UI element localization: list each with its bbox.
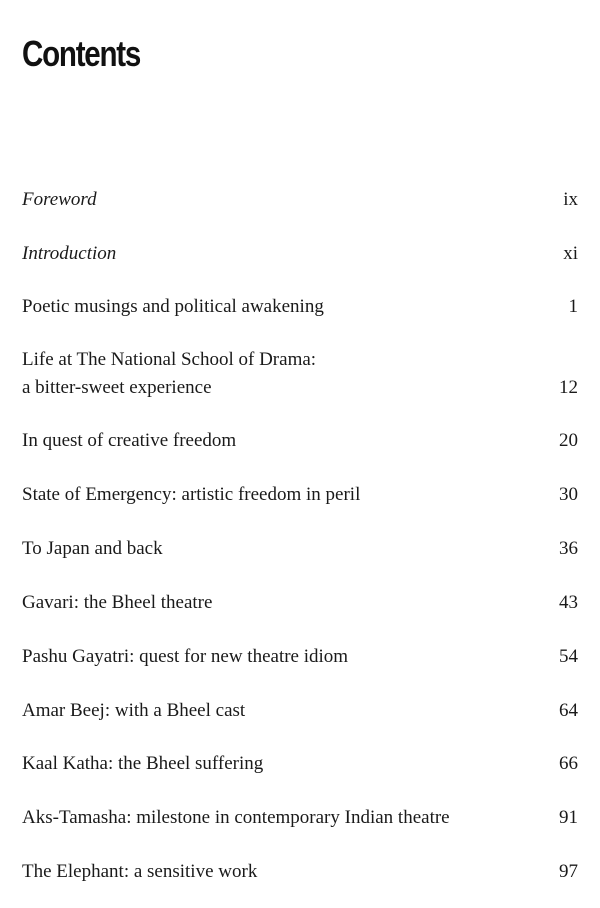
toc-entry-title-line-2: a bitter-sweet experience bbox=[22, 377, 212, 398]
toc-entry-page: 36 bbox=[559, 538, 578, 559]
toc-entry-title-line-1: Life at The National School of Drama: bbox=[22, 349, 317, 370]
toc-entry-page: 91 bbox=[559, 807, 578, 828]
toc-entry-page: 66 bbox=[559, 753, 578, 774]
toc-entry-page: 43 bbox=[559, 592, 578, 613]
toc-entry-title: Poetic musings and political awakening bbox=[22, 296, 324, 317]
toc-entry-chapter-5 bbox=[22, 535, 578, 563]
toc-entry-title: State of Emergency: artistic freedom in peril bbox=[22, 484, 361, 505]
toc-entry-chapter-7 bbox=[22, 643, 578, 671]
toc-entry-title: Foreword bbox=[22, 189, 97, 210]
toc-entry-title: Amar Beej: with a Bheel cast bbox=[22, 700, 246, 721]
toc-entry-title: Aks-Tamasha: milestone in contemporary Indian theatre bbox=[22, 807, 450, 828]
toc-entry-foreword bbox=[22, 186, 578, 214]
toc-entry-page: ix bbox=[563, 189, 578, 210]
toc-entry-title bbox=[22, 346, 522, 402]
toc-entry-chapter-9 bbox=[22, 750, 578, 778]
toc-entry-title: In quest of creative freedom bbox=[22, 430, 237, 451]
toc-entry-page: xi bbox=[563, 243, 578, 264]
toc-entry-title: Kaal Katha: the Bheel suffering bbox=[22, 753, 264, 774]
toc-entry-chapter-6 bbox=[22, 589, 578, 617]
toc-entry-title: Pashu Gayatri: quest for new theatre idiom bbox=[22, 646, 349, 667]
toc-entry-page: 64 bbox=[559, 700, 578, 721]
toc-entry-title: Gavari: the Bheel theatre bbox=[22, 592, 213, 613]
toc-entry-chapter-1 bbox=[22, 293, 578, 321]
toc-entry-introduction bbox=[22, 240, 578, 268]
toc-entry-page: 97 bbox=[559, 861, 578, 882]
toc-entry-title: To Japan and back bbox=[22, 538, 163, 559]
toc-entry-chapter-2 bbox=[22, 346, 578, 402]
toc-entry-page: 12 bbox=[559, 377, 578, 398]
toc-entry-page: 1 bbox=[568, 296, 578, 317]
toc-entry-chapter-4 bbox=[22, 481, 578, 509]
toc-entry-page: 30 bbox=[559, 484, 578, 505]
toc-entry-title: Introduction bbox=[22, 243, 117, 264]
toc-entry-page: 20 bbox=[559, 430, 578, 451]
toc-entry-chapter-8 bbox=[22, 697, 578, 725]
toc-entry-chapter-3 bbox=[22, 427, 578, 455]
toc-entry-chapter-11 bbox=[22, 858, 578, 886]
toc-entry-page: 54 bbox=[559, 646, 578, 667]
page-title: Contents bbox=[22, 33, 141, 74]
toc-entry-title: The Elephant: a sensitive work bbox=[22, 861, 258, 882]
toc-entry-chapter-10 bbox=[22, 804, 578, 832]
